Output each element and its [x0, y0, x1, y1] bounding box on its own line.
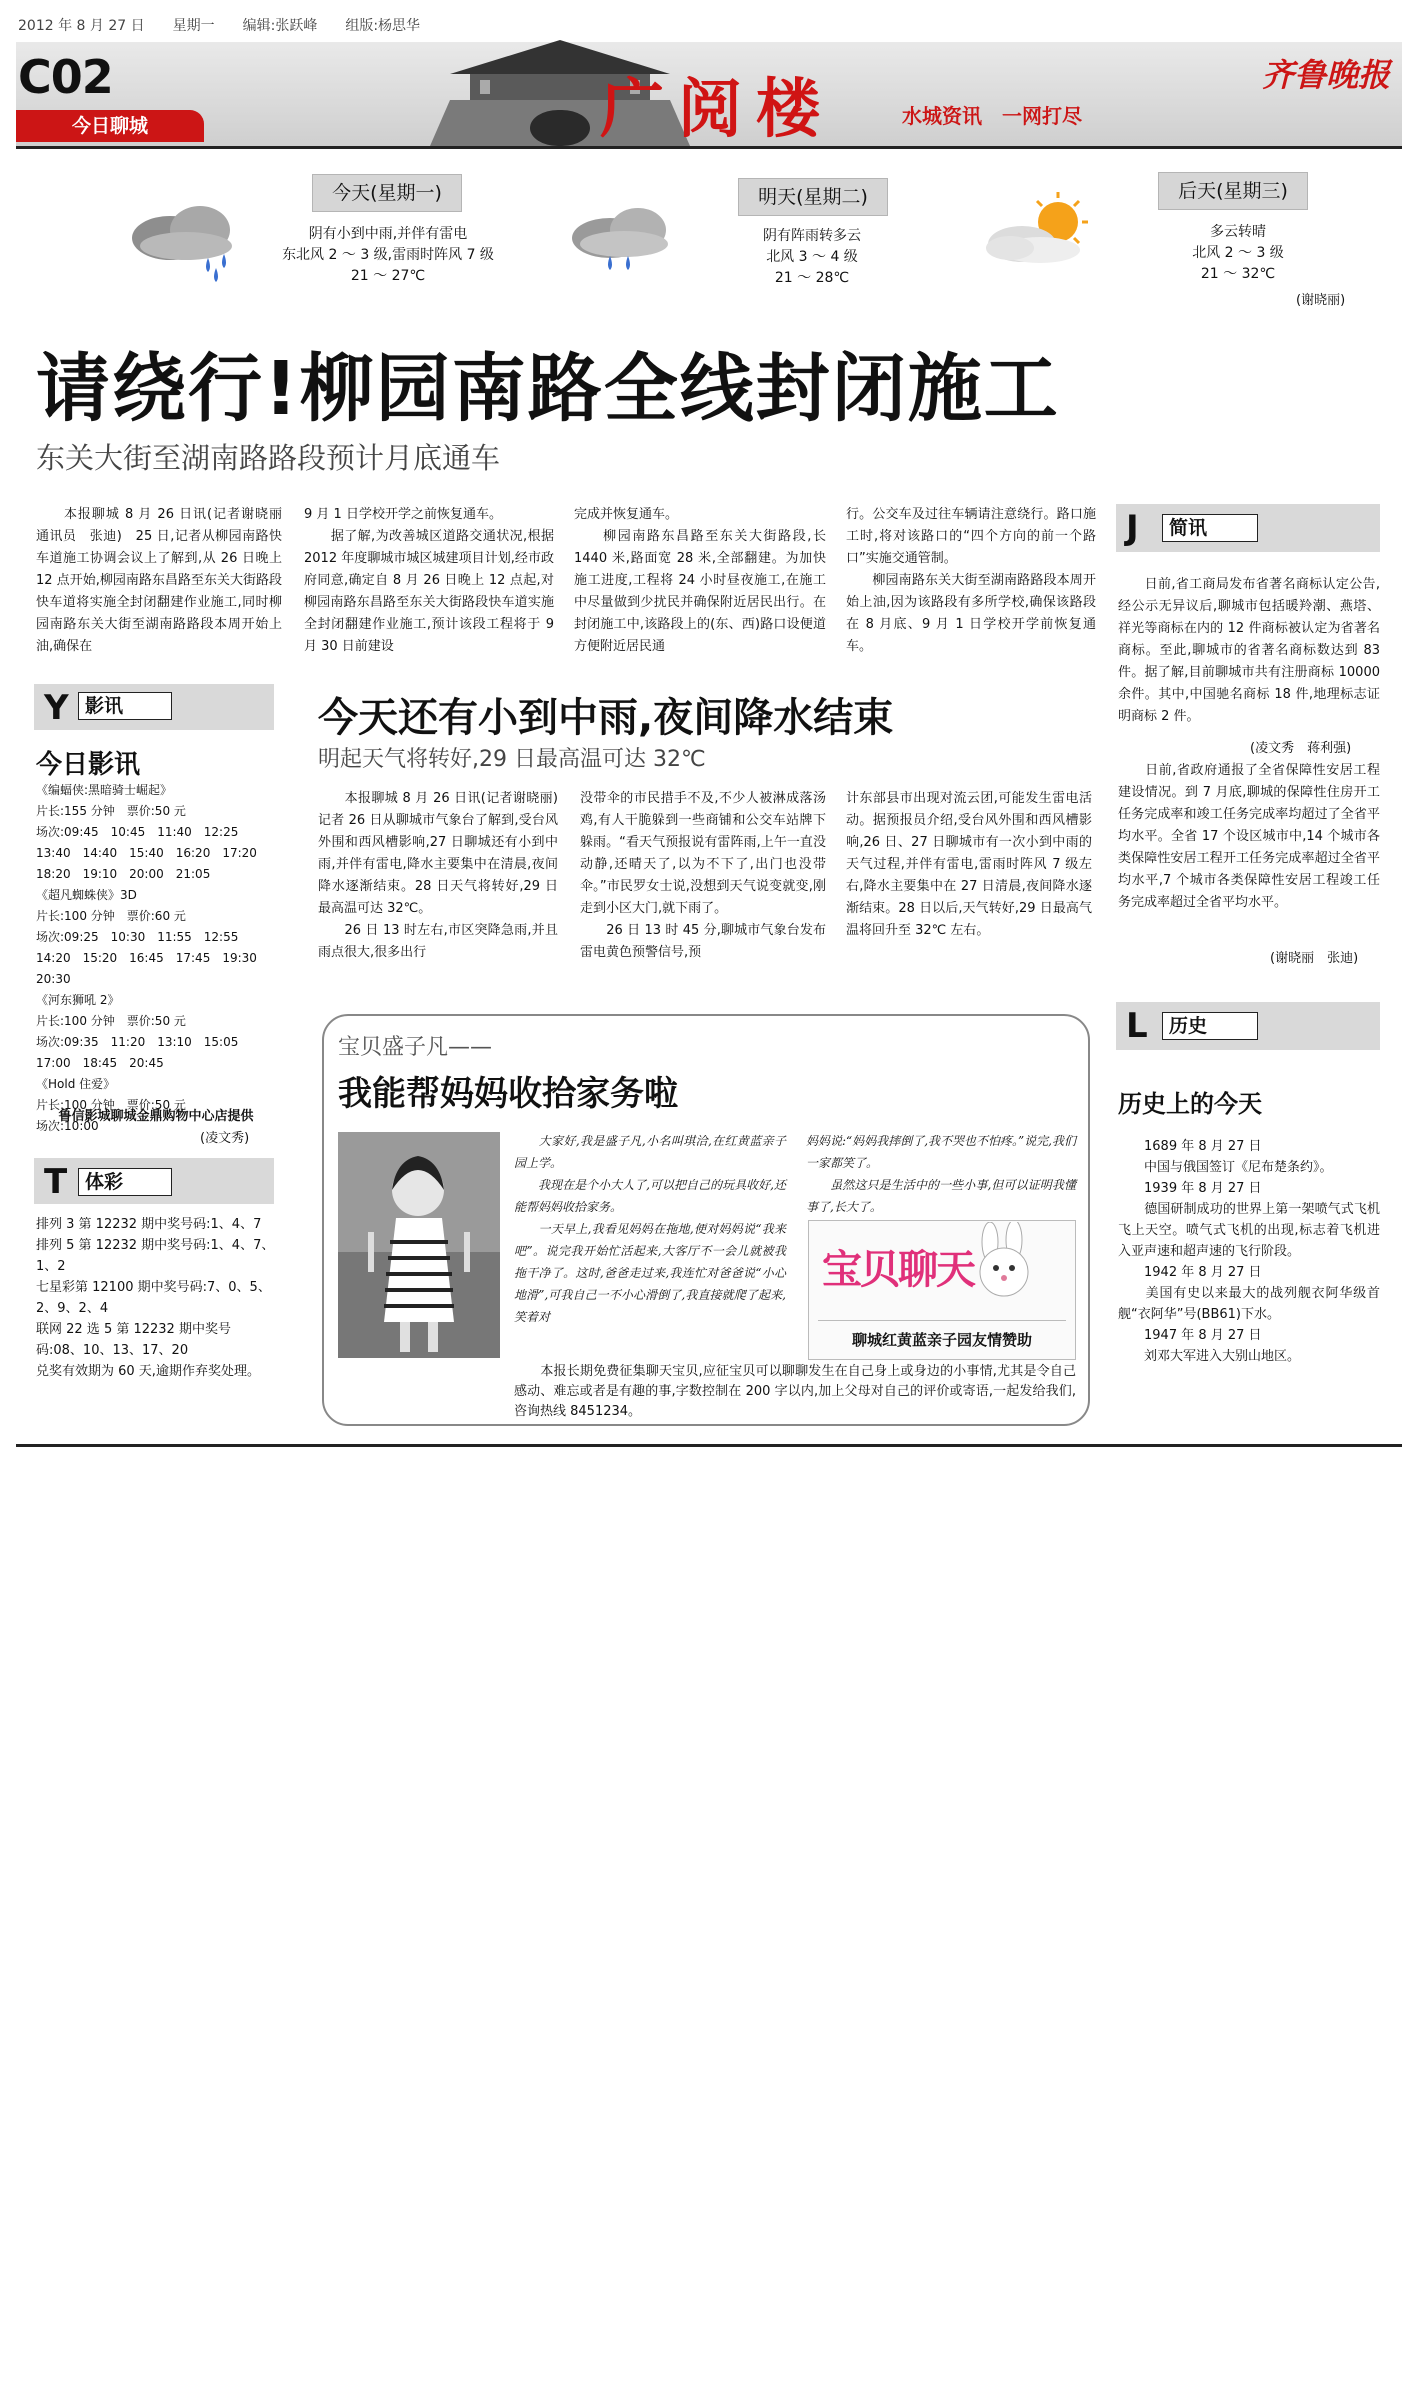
lottery-letter: T	[44, 1162, 68, 1202]
baby-kicker: 宝贝盛子凡——	[338, 1035, 493, 1060]
history-body: 1689 年 8 月 27 日 中国与俄国签订《尼布楚条约》。 1939 年 8 月 27 日 德国研制成功的世界上第一架喷气式飞机飞上天空。喷气式飞机的出现,标志着飞机进入亚声速和超声速的飞行阶段。 1942 年 8 月 27 日 美国有史以来最大的战列舰衣阿华级首舰“衣阿华”号(BB61)下水。 1947 年 8 月 27 日 刘邓大军进入大别山地区。	[1118, 1139, 1380, 1364]
movies-credit: (凌文秀)	[200, 1131, 250, 1146]
lead-headline: 请绕行!柳园南路全线封闭施工	[36, 346, 1060, 432]
weather-credit: (谢晓丽)	[1296, 293, 1346, 308]
baby-logo-text: 宝贝聊天	[822, 1247, 974, 1293]
shower-cloud-icon	[560, 198, 680, 276]
rain-col-2: 没带伞的市民措手不及,不少人被淋成落汤鸡,有人干脆躲到一些商铺和公交车站牌下躲雨。“看天气预报说有雷阵雨,上午一直没动静,还晴天了,以为不下了,出门也没带伞。”市民罗女士说,没想到天气说变就变,刚走到小区大门,就下雨了。 26 日 13 时 45 分,聊城市气象台发布雷电黄色预警信号,预	[580, 791, 826, 960]
brief-credit-2: (谢晓丽 张迪)	[1270, 951, 1359, 966]
dateline: 2012 年 8 月 27 日 星期一 编辑:张跃峰 组版:杨思华	[18, 18, 421, 34]
lead-subhead: 东关大街至湖南路路段预计月底通车	[36, 441, 501, 475]
history-box: 历史	[1162, 1012, 1258, 1040]
baby-footer: 本报长期免费征集聊天宝贝,应征宝贝可以聊聊发生在自己身上或身边的小事情,尤其是令自己感动、难忘或者是有趣的事,字数控制在 200 字以内,加上父母对自己的评价或寄语,一起发给我们,咨询热线 8451234。	[514, 1364, 1076, 1419]
lead-col-2: 9 月 1 日学校开学之前恢复通车。 据了解,为改善城区道路交通状况,根据 2012 年度聊城市城区城建项目计划,经市政府同意,确定自 8 月 26 日晚上 12 点起,对柳园南路东昌路至东关大街路段快车道实施全封闭翻建作业施工,预计该段工程将于 9 月 30 日前建设	[304, 507, 554, 654]
weather-tab-day-after: 后天(星期三)	[1158, 172, 1308, 210]
weather-desc-today: 阴有小到中雨,并伴有雷电 东北风 2 ～ 3 级,雷雨时阵风 7 级 21 ～ 27℃	[282, 226, 494, 284]
section-label: 今日聊城	[16, 110, 204, 142]
brief-box: 简讯	[1162, 514, 1258, 542]
lottery-box: 体彩	[78, 1168, 172, 1196]
weather-desc-day-after: 多云转晴 北风 2 ～ 3 级 21 ～ 32℃	[1192, 224, 1284, 282]
baby-headline: 我能帮妈妈收拾家务啦	[338, 1074, 678, 1114]
brief-item-1: 日前,省工商局发布省著名商标认定公告,经公示无异议后,聊城市包括暖羚潮、燕塔、祥光等商标在内的 12 件商标被认定为省著名商标。至此,聊城市的省著名商标数达到 83 件。据了解,目前聊城市共有注册商标 10000 余件。其中,中国驰名商标 18 件,地理标志证明商标 2 件。	[1118, 577, 1385, 724]
lottery-body: 排列 3 第 12232 期中奖号码:1、4、7 排列 5 第 12232 期中奖号码:1、4、7、1、2 七星彩第 12100 期中奖号码:7、0、5、2、9、2、4 联网 22 选 5 第 12232 期中奖号码:08、10、13、17、20 兑奖有效期为 60 天,逾期作弃奖处理。	[36, 1217, 275, 1379]
weather-tab-today: 今天(星期一)	[312, 174, 462, 212]
page-title: 广阅楼	[600, 72, 834, 147]
brief-letter: J	[1126, 508, 1139, 548]
weather-desc-tomorrow: 阴有阵雨转多云 北风 3 ～ 4 级 21 ～ 28℃	[763, 228, 861, 286]
paper-name: 齐鲁晚报	[1262, 56, 1391, 94]
history-title: 历史上的今天	[1118, 1090, 1262, 1118]
rain-cloud-icon	[120, 198, 246, 282]
brief-credit-1: (凌文秀 蒋利强)	[1250, 741, 1352, 756]
rain-subhead: 明起天气将转好,29 日最高温可达 32℃	[318, 747, 706, 772]
child-photo	[338, 1132, 500, 1358]
slogan: 水城资讯 一网打尽	[902, 104, 1082, 128]
rain-headline: 今天还有小到中雨,夜间降水结束	[318, 695, 894, 741]
page-code: C02	[18, 50, 113, 104]
sun-cloud-icon	[980, 188, 1096, 278]
baby-col-1: 大家好,我是盛子凡,小名叫琪洽,在红黄蓝亲子园上学。 我现在是个小大人了,可以把自己的玩具收好,还能帮妈妈收拾家务。 一天早上,我看见妈妈在拖地,便对妈妈说“我来吧”。说完我开始忙活起来,大客厅不一会儿就被我拖干净了。这时,爸爸走过来,我连忙对爸爸说“小心地滑”,可我自己一不小心滑倒了,我直接就爬了起来,笑着对	[514, 1134, 786, 1324]
movies-body: 《编蝠侠:黑暗骑士崛起》 片长:155 分钟 票价:50 元 场次:09:45 10:45 11:40 12:25 13:40 14:40 15:40 16:20 17:20 18:20 19:10 20:00 21:05 《超凡蜘蛛侠》3D 片长:100 分钟 票价:60 元 场次:09:25 10:30 11:55 12:55 14:20 15:20 16:45 17:45 19:30 20:30 《河东狮吼 2》 片长:100 分钟 票价:50 元 场次:09:35 11:20 13:10 15:05 17:00 18:45 20:45 《Hold 住爱》 片长:100 分钟 票价:50 元 场次:10:00	[36, 783, 257, 1133]
movies-letter: Y	[44, 688, 69, 728]
movies-box: 影讯	[78, 692, 172, 720]
lead-col-3: 完成并恢复通车。 柳园南路东昌路至东关大街路段,长 1440 米,路面宽 28 米,全部翻建。为加快施工进度,工程将 24 小时昼夜施工,在施工中尽量做到少扰民并确保附近居民出行。在封闭施工中,该路段上的(东、西)路口设便道方便附近居民通	[574, 507, 826, 654]
movies-title: 今日影讯	[36, 750, 141, 780]
rain-col-3: 计东部县市出现对流云团,可能发生雷电活动。据预报员介绍,受台风外围和西风槽影响,26 日、27 日聊城市有一次小到中雨的天气过程,并伴有雷电,雷雨时阵风 7 级左右,降水主要集中在 27 日清晨,夜间降水逐渐结束。28 日以后,天气转好,29 日最高气温将回升至 32℃ 左右。	[846, 791, 1092, 938]
rain-col-1: 本报聊城 8 月 26 日讯(记者谢晓丽) 记者 26 日从聊城市气象台了解到,受台风外围和西风槽影响,27 日聊城还有小到中雨,并伴有雷电,降水主要集中在清晨,夜间降水逐渐结束。28 日天气将转好,29 日最高温可达 32℃。 26 日 13 时左右,市区突降急雨,并且雨点很大,很多出行	[318, 791, 558, 960]
weather-tab-tomorrow: 明天(星期二)	[738, 178, 888, 216]
movies-footer: 鲁信影城聊城金鼎购物中心店提供	[58, 1109, 254, 1124]
lead-col-4: 行。公交车及过往车辆请注意绕行。路口施工时,将对该路口的“四个方向的前一个路口”实施交通管制。 柳园南路东关大街至湖南路路段本周开始上油,因为该路段有多所学校,确保该路段在 8 月底、9 月 1 日学校开学前恢复通车。	[846, 507, 1096, 654]
brief-item-2: 日前,省政府通报了全省保障性安居工程建设情况。到 7 月底,聊城的保障性住房开工任务完成率和竣工任务完成率均超过了全省平均水平。全省 17 个设区城市中,14 个城市各类保障性安居工程开工任务完成率超过全省平均水平,7 个城市各类保障性安居工程竣工任务完成率超过全省平均水平。	[1118, 763, 1380, 910]
bottom-rule	[16, 1444, 1402, 1447]
baby-col-2: 妈妈说:“妈妈我摔倒了,我不哭也不怕疼。”说完,我们一家都笑了。 虽然这只是生活中的一些小事,但可以证明我懂事了,长大了。	[806, 1134, 1076, 1214]
lead-col-1: 本报聊城 8 月 26 日讯(记者谢晓丽 通讯员 张迪) 25 日,记者从柳园南路快车道施工协调会议上了解到,从 26 日晚上 12 点开始,柳园南路东昌路至东关大街路段快车道将实施全封闭翻建作业施工,同时柳园南路东关大街至湖南路路段本周开始上油,确保在	[36, 507, 296, 654]
history-letter: L	[1126, 1006, 1148, 1046]
baby-sponsor: 聊城红黄蓝亲子园友情赞助	[818, 1320, 1066, 1350]
